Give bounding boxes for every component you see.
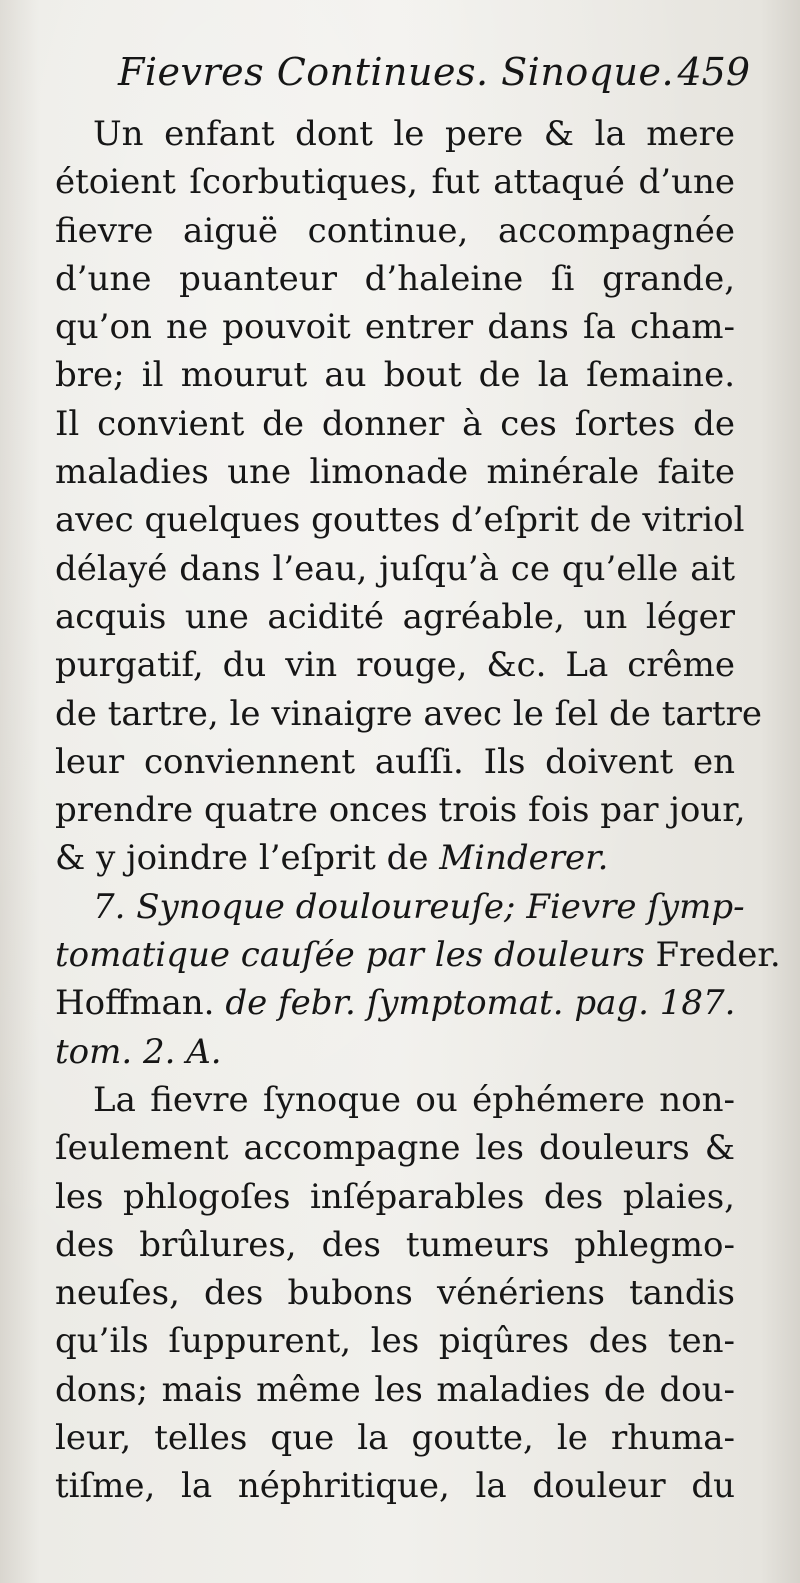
text-line-minderer xyxy=(55,834,735,882)
page-header xyxy=(60,50,750,98)
text-line: neuſes, des bubons vénériens tandis xyxy=(55,1273,735,1314)
text-line: bre; il mourut au bout de la ſemaine. xyxy=(55,355,735,396)
text-line: les phlogoſes inſéparables des plaies, xyxy=(55,1176,735,1217)
text-line: tom. 2. A. xyxy=(55,1031,222,1072)
text-line: leur, telles que la goutte, le rhuma- xyxy=(55,1418,735,1459)
text-line: maladies une limonade minérale faite xyxy=(55,452,735,493)
section-heading-line: 7. Synoque douloureuſe; Fievre ſymp- xyxy=(93,886,745,927)
text-line-freder xyxy=(55,931,781,979)
text-line: Il convient de donner à ces ſortes de xyxy=(55,403,735,444)
text-line: leur conviennent auſſi. Ils doivent en xyxy=(55,741,735,782)
text-segment: & y joindre l’eſprit de xyxy=(55,838,440,879)
text-line: qu’ils ſuppurent, les piqûres des ten- xyxy=(55,1321,735,1362)
running-head: Fievres Continues. Sinoque. xyxy=(118,50,675,94)
text-line: prendre quatre onces trois fois par jour, xyxy=(55,790,746,831)
text-line: des brûlures, des tumeurs phlegmo- xyxy=(55,1224,735,1265)
text-line: dons; mais même les maladies de dou- xyxy=(55,1369,735,1410)
text-line: tiſme, la néphritique, la douleur du xyxy=(55,1466,735,1507)
text-line: ſeulement accompagne les douleurs & xyxy=(55,1128,735,1169)
text-segment: tomatique cauſée par les douleurs xyxy=(55,935,656,976)
text-line: qu’on ne pouvoit entrer dans ſa cham- xyxy=(55,307,735,348)
text-line: d’une puanteur d’haleine ſi grande, xyxy=(55,258,735,299)
text-line: étoient ſcorbutiques, fut attaqué d’une xyxy=(55,162,735,203)
text-line: fievre aiguë continue, accompagnée xyxy=(55,210,735,251)
page-number: 459 xyxy=(677,50,750,94)
freder-name: Freder. xyxy=(655,935,781,976)
body-text xyxy=(55,110,781,1511)
text-line: avec quelques gouttes d’eſprit de vitriol xyxy=(55,500,745,541)
text-line: La fievre ſynoque ou éphémere non- xyxy=(93,1079,735,1120)
hoffman-reference: de febr. ſymptomat. pag. 187. xyxy=(225,983,736,1024)
text-line: purgatif, du vin rouge, &c. La crême xyxy=(55,645,735,686)
text-line: de tartre, le vinaigre avec le ſel de tartre xyxy=(55,693,762,734)
hoffman-name: Hoffman. xyxy=(55,983,226,1024)
text-line: acquis une acidité agréable, un léger xyxy=(55,596,735,637)
text-line: délayé dans l’eau, juſqu’à ce qu’elle ait xyxy=(55,548,735,589)
minderer-name: Minderer. xyxy=(439,838,609,879)
text-line-hoffman xyxy=(55,979,735,1027)
text-line: Un enfant dont le pere & la mere xyxy=(93,114,735,154)
